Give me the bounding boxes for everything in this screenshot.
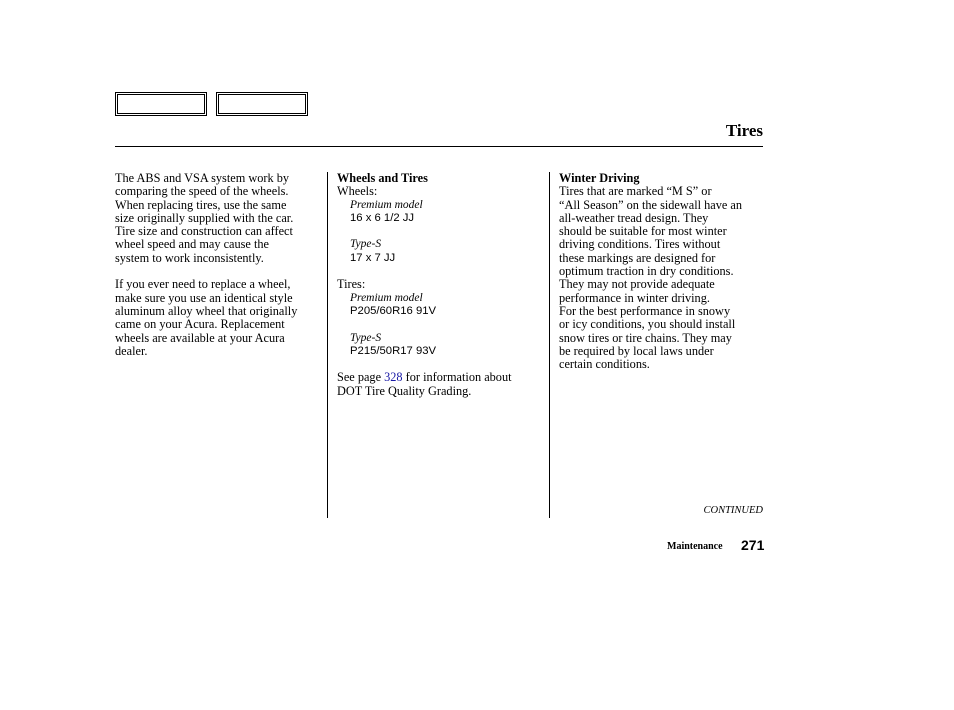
text-line: When replacing tires, use the same — [115, 197, 287, 212]
text-line: wheels are available at your Acura — [115, 330, 285, 345]
column-1 — [115, 172, 320, 358]
title-rule — [115, 146, 763, 147]
text-line: Tires that are marked “M S” or — [559, 184, 712, 199]
wheels-and-tires-heading: Wheels and Tires — [337, 171, 428, 185]
wheels-label: Wheels: — [337, 184, 378, 199]
text-line: driving conditions. Tires without — [559, 237, 721, 252]
text-line: If you ever need to replace a wheel, — [115, 277, 291, 292]
wheels-types-value: 17 x 7 JJ — [350, 251, 396, 264]
text-line: wheel speed and may cause the — [115, 237, 269, 252]
wheels-premium-label: Premium model — [350, 198, 423, 211]
tires-label: Tires: — [337, 277, 366, 292]
text-line: The ABS and VSA system work by — [115, 171, 289, 185]
tires-premium-label: Premium model — [350, 291, 423, 304]
nav-button-1[interactable] — [115, 92, 207, 116]
tires-types-value: P215/50R17 93V — [350, 344, 437, 357]
wheels-types-label: Type-S — [350, 238, 382, 251]
column-1-paragraph-1 — [115, 172, 320, 265]
continued-label: CONTINUED — [703, 505, 763, 516]
page-title: Tires — [725, 121, 763, 140]
text-line: performance in winter driving. — [559, 290, 710, 305]
text-line: or icy conditions, you should install — [559, 317, 736, 332]
see-suffix: for information about — [402, 370, 512, 385]
text-line: dealer. — [115, 343, 148, 358]
text-line: came on your Acura. Replacement — [115, 317, 285, 332]
column-2 — [337, 172, 542, 398]
text-line: For the best performance in snowy — [559, 303, 731, 318]
text-line: snow tires or tire chains. They may — [559, 330, 732, 345]
page-328-link[interactable]: 328 — [384, 370, 403, 385]
text-line: comparing the speed of the wheels. — [115, 184, 289, 199]
text-line: all-weather tread design. They — [559, 210, 709, 225]
see-page-line — [337, 371, 542, 384]
text-line: should be suitable for most winter — [559, 224, 727, 239]
wheels-premium-value: 16 x 6 1/2 JJ — [350, 211, 415, 224]
text-line: “All Season” on the sidewall have an — [559, 197, 743, 212]
text-line: these markings are designed for — [559, 250, 716, 265]
column-divider-1 — [327, 172, 328, 518]
tires-premium-value: P205/60R16 91V — [350, 304, 437, 317]
winter-driving-heading: Winter Driving — [559, 171, 640, 185]
column-1-paragraph-2 — [115, 278, 320, 358]
text-line: They may not provide adequate — [559, 277, 715, 292]
page-number: 271 — [741, 537, 765, 553]
text-line: aluminum alloy wheel that originally — [115, 303, 298, 318]
text-line: size originally supplied with the car. — [115, 210, 294, 225]
nav-button-2[interactable] — [216, 92, 308, 116]
footer-section-label: Maintenance — [667, 541, 723, 552]
text-line: Tire size and construction can affect — [115, 224, 293, 239]
text-line: be required by local laws under — [559, 343, 714, 358]
column-divider-2 — [549, 172, 550, 518]
see-prefix: See page — [337, 370, 385, 385]
see-page-line-2: DOT Tire Quality Grading. — [337, 383, 472, 398]
text-line: optimum traction in dry conditions. — [559, 264, 734, 279]
tires-types-label: Type-S — [350, 331, 382, 344]
text-line: make sure you use an identical style — [115, 290, 293, 305]
column-3 — [559, 172, 764, 371]
text-line: certain conditions. — [559, 357, 650, 372]
text-line: system to work inconsistently. — [115, 250, 264, 265]
